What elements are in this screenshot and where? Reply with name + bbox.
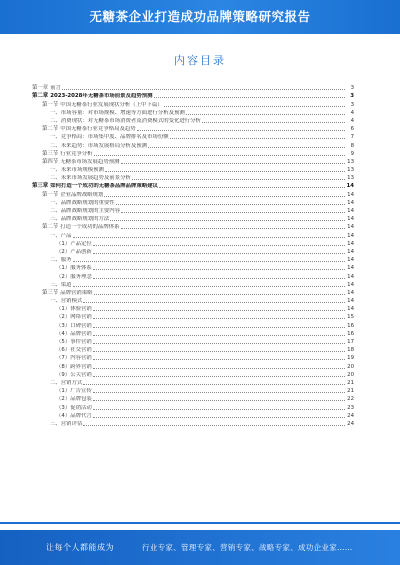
toc-entry[interactable] <box>32 329 354 337</box>
toc-leader-dots <box>164 106 345 107</box>
toc-entry-title: （2）服务理念 <box>56 273 92 280</box>
toc-entry-title: （1）产品定位 <box>56 240 92 247</box>
toc-entry[interactable] <box>32 255 354 263</box>
toc-leader-dots <box>159 187 345 188</box>
toc-entry-title: 一、未来市场规模预测 <box>50 167 104 174</box>
toc-entry-page: 22 <box>347 396 354 403</box>
toc-leader-dots <box>93 351 345 352</box>
toc-entry-page: 4 <box>350 117 354 124</box>
toc-entry-page: 23 <box>347 404 354 411</box>
toc-entry[interactable] <box>32 91 354 99</box>
toc-entry-title: （1）广告宣传 <box>56 388 92 395</box>
toc-entry-page: 14 <box>347 298 354 305</box>
toc-entry[interactable] <box>32 402 354 410</box>
toc-entry-title: 二、服务 <box>50 257 72 264</box>
report-header-bar <box>0 0 400 34</box>
toc-entry[interactable] <box>32 263 354 271</box>
toc-entry[interactable] <box>32 345 354 353</box>
toc-entry[interactable] <box>32 312 354 320</box>
toc-entry[interactable] <box>32 239 354 247</box>
toc-entry-title: 二、未来趋势：市场发展格局分析及预测 <box>50 142 148 149</box>
toc-entry[interactable] <box>32 214 354 222</box>
toc-entry-page: 14 <box>347 199 354 206</box>
toc-entry-page: 14 <box>347 289 354 296</box>
toc-leader-dots <box>110 220 345 221</box>
toc-entry[interactable] <box>32 320 354 328</box>
toc-leader-dots <box>93 400 345 401</box>
toc-entry-page: 24 <box>347 412 354 419</box>
toc-leader-dots <box>132 179 345 180</box>
toc-leader-dots <box>148 147 345 148</box>
toc-entry[interactable] <box>32 140 354 148</box>
toc-entry-page: 14 <box>347 273 354 280</box>
toc-entry[interactable] <box>32 206 354 214</box>
toc-entry-title: 中国无糖茶行业竞争格局及趋势 <box>60 126 136 133</box>
toc-entry-title: 一、市场容量：对市场规模、增速等方面进行分析及预测 <box>50 109 185 116</box>
toc-entry-title: 一、竞争格局：市场集中度、品牌排名及市场份额 <box>50 134 169 141</box>
toc-leader-dots <box>83 384 345 385</box>
toc-entry-title: 一、产品 <box>50 232 72 239</box>
toc-entry-number: 第三节 <box>42 150 59 157</box>
toc-leader-dots <box>121 163 346 164</box>
toc-entry[interactable] <box>32 378 354 386</box>
toc-entry[interactable] <box>32 304 354 312</box>
toc-entry-number: 第二节 <box>42 224 59 231</box>
toc-entry-number: 第二章 <box>32 93 49 100</box>
toc-entry-title: 中国无糖茶行业发展现状分析（上中下篇） <box>60 101 163 108</box>
toc-entry-page: 14 <box>347 232 354 239</box>
toc-entry-title: （3）口碑营销 <box>56 322 92 329</box>
toc-leader-dots <box>83 302 345 303</box>
toc-entry[interactable] <box>32 394 354 402</box>
toc-entry-page: 14 <box>347 257 354 264</box>
toc-entry-title: 二、消费现状：对无糖茶市场消费者及消费模式的变化进行分析 <box>50 117 201 124</box>
toc-entry[interactable] <box>32 149 354 157</box>
toc-entry-number: 第三章 <box>32 183 49 190</box>
footer-bar <box>0 530 400 565</box>
toc-entry[interactable] <box>32 189 354 197</box>
toc-entry[interactable] <box>32 370 354 378</box>
report-title: 无糖茶企业打造成功品牌策略研究报告 <box>89 9 311 24</box>
toc-leader-dots <box>137 130 345 131</box>
toc-entry-title: 前言 <box>50 85 61 92</box>
toc-entry[interactable] <box>32 116 354 124</box>
table-of-contents <box>32 83 354 427</box>
toc-entry-page: 3 <box>350 93 354 100</box>
toc-entry-title: 2023-2028年无糖茶市场前景及趋势预测 <box>50 93 153 100</box>
footer-slogan-left: 让每个人都能成为 <box>46 543 114 552</box>
toc-leader-dots <box>93 245 345 246</box>
toc-entry[interactable] <box>32 108 354 116</box>
toc-leader-dots <box>104 196 345 197</box>
toc-entry-page: 21 <box>347 379 354 386</box>
toc-entry-number: 第二节 <box>42 126 59 133</box>
toc-entry-page: 14 <box>346 183 354 190</box>
toc-entry-page: 9 <box>350 150 354 157</box>
toc-entry[interactable] <box>32 411 354 419</box>
toc-entry-title: 无糖茶市场发展趋势预测 <box>60 158 120 165</box>
toc-leader-dots <box>116 204 345 205</box>
footer-slogan-right: 行业专家、管理专家、营销专家、战略专家、成功企业家…… <box>142 543 353 552</box>
toc-entry-page: 4 <box>350 109 354 116</box>
toc-entry-title: 一、品牌战略规划的重要性 <box>50 199 115 206</box>
toc-entry-number: 第四节 <box>42 158 59 165</box>
toc-entry-page: 14 <box>347 265 354 272</box>
toc-entry[interactable] <box>32 173 354 181</box>
toc-leader-dots <box>73 286 345 287</box>
toc-entry[interactable] <box>32 271 354 279</box>
toc-leader-dots <box>94 294 345 295</box>
toc-entry-page: 14 <box>347 281 354 288</box>
toc-entry-title: 打造一个成功的品牌体系 <box>60 224 120 231</box>
toc-leader-dots <box>94 155 345 156</box>
toc-entry-number: 第一章 <box>32 85 49 92</box>
toc-entry-page: 3 <box>350 85 354 92</box>
toc-leader-dots <box>93 318 345 319</box>
toc-entry-title: 二、品牌战略规划的主要内容 <box>50 208 121 214</box>
toc-entry-title: （2）网络营销 <box>56 314 92 321</box>
toc-entry-title: 三、品牌战略规划的方法 <box>50 216 110 223</box>
toc-leader-dots <box>93 343 345 344</box>
toc-leader-dots <box>186 114 345 115</box>
toc-entry[interactable] <box>32 198 354 206</box>
toc-entry-title: （7）内容营销 <box>56 355 92 362</box>
toc-entry-page: 16 <box>347 322 354 329</box>
toc-entry-title: （1）服务体系 <box>56 265 92 272</box>
toc-leader-dots <box>93 376 345 377</box>
toc-entry-title: 二、营销方式 <box>50 379 83 386</box>
toc-entry-title: 三、营销评估 <box>50 420 83 427</box>
toc-leader-dots <box>105 171 345 172</box>
toc-entry-page: 8 <box>350 142 354 149</box>
toc-entry-title: 品牌营销策略 <box>60 289 93 296</box>
toc-entry-page: 6 <box>350 126 354 133</box>
toc-entry-page: 14 <box>347 208 354 214</box>
toc-entry-page: 17 <box>347 339 354 345</box>
toc-entry[interactable] <box>32 288 354 296</box>
toc-entry-title: （6）社交营销 <box>56 347 92 354</box>
toc-entry[interactable] <box>32 83 354 91</box>
toc-entry[interactable] <box>32 361 354 369</box>
toc-entry-title: 二、未来市场发展趋势及前景分析 <box>50 175 131 182</box>
toc-entry-page: 13 <box>347 167 354 174</box>
toc-leader-dots <box>93 359 345 360</box>
toc-entry[interactable] <box>32 230 354 238</box>
toc-entry[interactable] <box>32 247 354 255</box>
toc-entry-title: （4）品牌代言 <box>56 412 92 419</box>
toc-leader-dots <box>93 327 345 328</box>
toc-entry-title: 一、营销模式 <box>50 298 83 305</box>
toc-entry[interactable] <box>32 222 354 230</box>
toc-entry[interactable] <box>32 337 354 345</box>
toc-entry-page: 14 <box>347 216 354 223</box>
toc-entry-title: （9）公关营销 <box>56 371 92 378</box>
toc-leader-dots <box>93 253 345 254</box>
toc-entry-page: 15 <box>347 314 354 321</box>
toc-leader-dots <box>93 278 345 279</box>
toc-leader-dots <box>154 97 345 98</box>
toc-entry-number: 第一节 <box>42 101 59 108</box>
toc-entry-page: 21 <box>347 388 354 395</box>
toc-leader-dots <box>170 138 345 139</box>
toc-entry[interactable] <box>32 124 354 132</box>
toc-leader-dots <box>93 409 345 410</box>
toc-entry-title: （5）事件营销 <box>56 339 92 345</box>
toc-leader-dots <box>93 417 345 418</box>
toc-entry-title: （2）产品创新 <box>56 248 92 255</box>
toc-leader-dots <box>73 237 345 238</box>
toc-entry[interactable] <box>32 353 354 361</box>
toc-entry[interactable] <box>32 296 354 304</box>
toc-entry-page: 14 <box>347 224 354 231</box>
toc-leader-dots <box>93 392 345 393</box>
footer-divider <box>0 522 400 524</box>
toc-entry-page: 20 <box>347 363 354 370</box>
toc-heading: 内容目录 <box>174 54 226 67</box>
toc-entry[interactable] <box>32 132 354 140</box>
toc-entry-title: 三、渠道 <box>50 281 72 288</box>
toc-entry-page: 24 <box>347 420 354 427</box>
toc-entry-title: （3）促销活动 <box>56 404 92 411</box>
toc-leader-dots <box>93 269 345 270</box>
toc-entry-page: 14 <box>347 248 354 255</box>
toc-entry-number: 第一节 <box>42 191 59 198</box>
toc-leader-dots <box>73 261 345 262</box>
toc-entry-title: （4）品牌营销 <box>56 330 92 337</box>
toc-entry-number: 第三节 <box>42 289 59 296</box>
toc-entry-page: 18 <box>347 347 354 354</box>
toc-entry[interactable] <box>32 419 354 427</box>
toc-entry-title: （8）跨界营销 <box>56 363 92 370</box>
toc-entry-page: 13 <box>347 175 354 182</box>
toc-entry-page: 13 <box>347 158 354 165</box>
toc-entry[interactable] <box>32 386 354 394</box>
toc-entry[interactable] <box>32 99 354 107</box>
toc-entry-page: 3 <box>350 101 354 108</box>
toc-entry-page: 19 <box>347 355 354 362</box>
toc-leader-dots <box>121 228 346 229</box>
toc-leader-dots <box>93 310 345 311</box>
toc-entry-page: 14 <box>347 306 354 313</box>
toc-entry-page: 7 <box>350 134 354 141</box>
toc-entry-title: 行业竞争分析 <box>60 150 93 157</box>
toc-entry-page: 14 <box>347 191 354 198</box>
toc-entry-page: 20 <box>347 371 354 378</box>
toc-entry-title: 如何打造一个成功的无糖茶品牌品牌策略建议 <box>50 183 159 190</box>
toc-entry-page: 16 <box>347 330 354 337</box>
toc-entry[interactable] <box>32 280 354 288</box>
toc-leader-dots <box>62 89 345 90</box>
toc-leader-dots <box>121 212 345 213</box>
toc-leader-dots <box>202 122 345 123</box>
toc-entry[interactable] <box>32 165 354 173</box>
toc-leader-dots <box>83 425 345 426</box>
toc-entry[interactable] <box>32 181 354 189</box>
toc-entry-title: 企业品牌战略规划 <box>60 191 104 198</box>
toc-entry[interactable] <box>32 157 354 165</box>
toc-leader-dots <box>93 335 345 336</box>
toc-entry-title: （2）品牌包装 <box>56 396 92 403</box>
toc-entry-title: （1）体验营销 <box>56 306 92 313</box>
toc-leader-dots <box>93 368 345 369</box>
toc-entry-page: 14 <box>347 240 354 247</box>
